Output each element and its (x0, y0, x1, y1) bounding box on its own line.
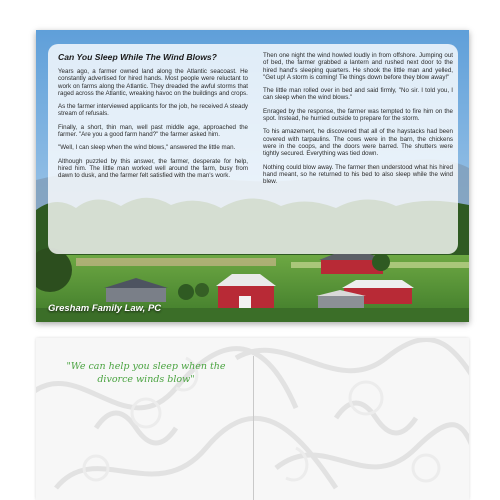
story-paragraph: Although puzzled by this answer, the farmer, desperate for help, hired him. The little man worked well around the farm, busy from dawn to dusk, and the farmer felt satisfied with the man's work. (58, 157, 248, 180)
story-paragraph: To his amazement, he discovered that all of the haystacks had been covered with tarpaulins. The cows were in the barn, the chickens were in the coops, and the doors were barred. The shutters were tightly secured. Everything was tied down. (263, 128, 453, 158)
story-paragraph: Nothing could blow away. The farmer then understood what his hired hand meant, so he returned to his bed to also sleep while the wind blew. (263, 163, 453, 186)
postcard-back (36, 338, 469, 500)
tagline-line: divorce winds blow" (97, 374, 195, 385)
story-title: Can You Sleep While The Wind Blows? (58, 52, 217, 62)
tagline (36, 360, 256, 386)
story-column-right (263, 52, 453, 191)
firm-name: Gresham Family Law, PC (48, 303, 162, 314)
story-paragraph: Then one night the wind howled loudly in from offshore. Jumping out of bed, the farmer grabbed a lantern and rushed next door to the hired hand's sleeping quarters. He shook the little man and yelled, "Get up! A storm is coming! Tie things down before they blow away!" (263, 52, 453, 81)
story-paragraph: "Well, I can sleep when the wind blows," answered the little man. (58, 144, 236, 152)
story-paragraph: Finally, a short, thin man, well past middle age, approached the farmer. "Are you a good farm hand?" the farmer asked him. (58, 123, 248, 139)
story-text-panel (48, 44, 458, 254)
postcard-front (36, 30, 469, 322)
story-paragraph: Years ago, a farmer owned land along the Atlantic seacoast. He constantly advertised for hired hands. Most people were reluctant to work on farms along the Atlantic. They dreaded the awful storms that raged across the Atlantic, wreaking havoc on the buildings and crops. (58, 68, 248, 97)
story-paragraph: As the farmer interviewed applicants for the job, he received A steady stream of refusals. (58, 103, 248, 118)
story-paragraph: Enraged by the response, the farmer was tempted to fire him on the spot. Instead, he hurried outside to prepare for the storm. (263, 107, 453, 123)
story-column-left (58, 52, 248, 186)
tagline-line: "We can help you sleep when the (66, 361, 226, 372)
story-paragraph: The little man rolled over in bed and said firmly, "No sir. I told you, I can sleep when the wind blows." (263, 87, 453, 102)
